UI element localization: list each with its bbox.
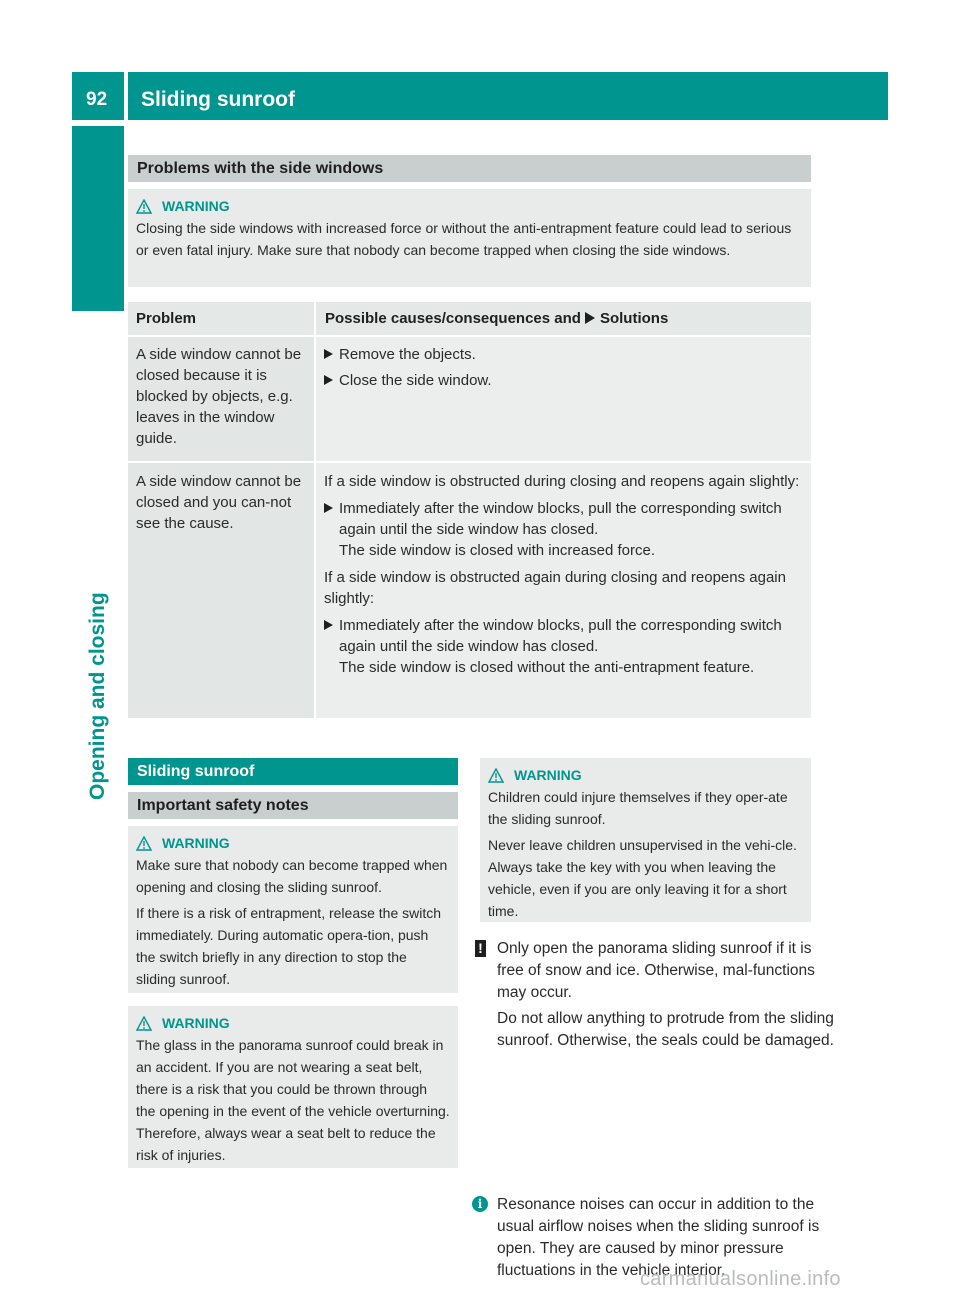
solution-intro: If a side window is obstructed again during closing and reopens again slightly:	[324, 569, 786, 607]
note-text: Resonance noises can occur in addition to the usual airflow noises when the sliding sunroof is open. They are caused by minor pressure fluctuations in the vehicle interior.	[497, 1196, 820, 1279]
note-text: Only open the panorama sliding sunroof if it is free of snow and ice. Otherwise, mal-functions may occur.	[497, 940, 815, 1001]
chapter-tab	[72, 126, 124, 311]
table-row-1-solution	[316, 337, 811, 461]
warning-heading: WARNING	[136, 832, 450, 854]
note-text: Do not allow anything to protrude from the sliding sunroof. Otherwise, the seals could be damaged.	[497, 1010, 834, 1049]
warning-heading: WARNING	[488, 764, 803, 786]
warning-triangle-icon	[136, 199, 152, 214]
solution-step: Immediately after the window blocks, pull the corresponding switch again until the side window has closed.	[324, 498, 803, 540]
children-warning	[480, 758, 811, 922]
solution-step: Remove the objects.	[324, 344, 803, 365]
warning-heading: WARNING	[136, 1012, 450, 1034]
info-icon: i	[472, 1196, 488, 1212]
entrapment-warning	[128, 826, 458, 993]
warning-triangle-icon	[136, 836, 152, 851]
caution-exclamation-icon: !	[475, 940, 486, 957]
table-row-2-solution	[316, 463, 811, 718]
safety-notes-title: Important safety notes	[128, 792, 458, 819]
step-arrow-icon	[324, 620, 333, 630]
solution-result: The side window is closed with increased force.	[339, 542, 655, 559]
step-arrow-icon	[324, 349, 333, 359]
caution-note	[475, 938, 837, 1052]
warning-text: Children could injure themselves if they oper-ate the sliding sunroof.	[488, 789, 788, 827]
warning-text: The glass in the panorama sunroof could break in an accident. If you are not wearing a seat belt, there is a risk that you could be thrown through the opening in the event of the vehicle overturning. Therefore, always wear a seat belt to reduce the risk of injuries.	[136, 1037, 450, 1163]
table-row-1-problem: A side window cannot be closed because it is blocked by objects, e.g. leaves in the window guide.	[128, 337, 314, 461]
arrow-right-icon	[585, 312, 595, 324]
warning-text: Never leave children unsupervised in the vehi-cle. Always take the key with you when leaving the vehicle, even if you are only leaving it for a short time.	[488, 837, 797, 919]
chapter-label: Opening and closing	[86, 592, 109, 800]
problems-section-title: Problems with the side windows	[128, 155, 811, 182]
step-arrow-icon	[324, 503, 333, 513]
column-header-problem: Problem	[128, 302, 314, 335]
warning-triangle-icon	[488, 768, 504, 783]
solution-result: The side window is closed without the anti-entrapment feature.	[339, 659, 755, 676]
page-header-title: Sliding sunroof	[128, 72, 888, 120]
warning-text: If there is a risk of entrapment, release the switch immediately. During automatic opera-tion, push the switch briefly in any direction to stop the sliding sunroof.	[136, 905, 442, 987]
sunroof-section-title: Sliding sunroof	[128, 758, 458, 785]
solution-intro: If a side window is obstructed during closing and reopens again slightly:	[324, 473, 800, 490]
page-number: 92	[72, 72, 124, 120]
table-row-2-problem: A side window cannot be closed and you can-not see the cause.	[128, 463, 314, 718]
warning-text: Closing the side windows with increased force or without the anti-entrapment feature could lead to serious or even fatal injury. Make sure that nobody can become trapped when closing the side windows.	[136, 220, 792, 258]
solution-step: Immediately after the window blocks, pull the corresponding switch again until the side window has closed.	[324, 615, 803, 657]
watermark: carmanualsonline.info	[640, 1268, 841, 1290]
glass-warning	[128, 1006, 458, 1168]
step-arrow-icon	[324, 375, 333, 385]
warning-heading: WARNING	[136, 195, 803, 217]
warning-text: Make sure that nobody can become trapped when opening and closing the sliding sunroof.	[136, 857, 448, 895]
side-window-warning	[128, 189, 811, 287]
warning-triangle-icon	[136, 1016, 152, 1031]
solution-step: Close the side window.	[324, 370, 803, 391]
column-header-solutions: Possible causes/consequences and Solutions	[316, 302, 811, 335]
